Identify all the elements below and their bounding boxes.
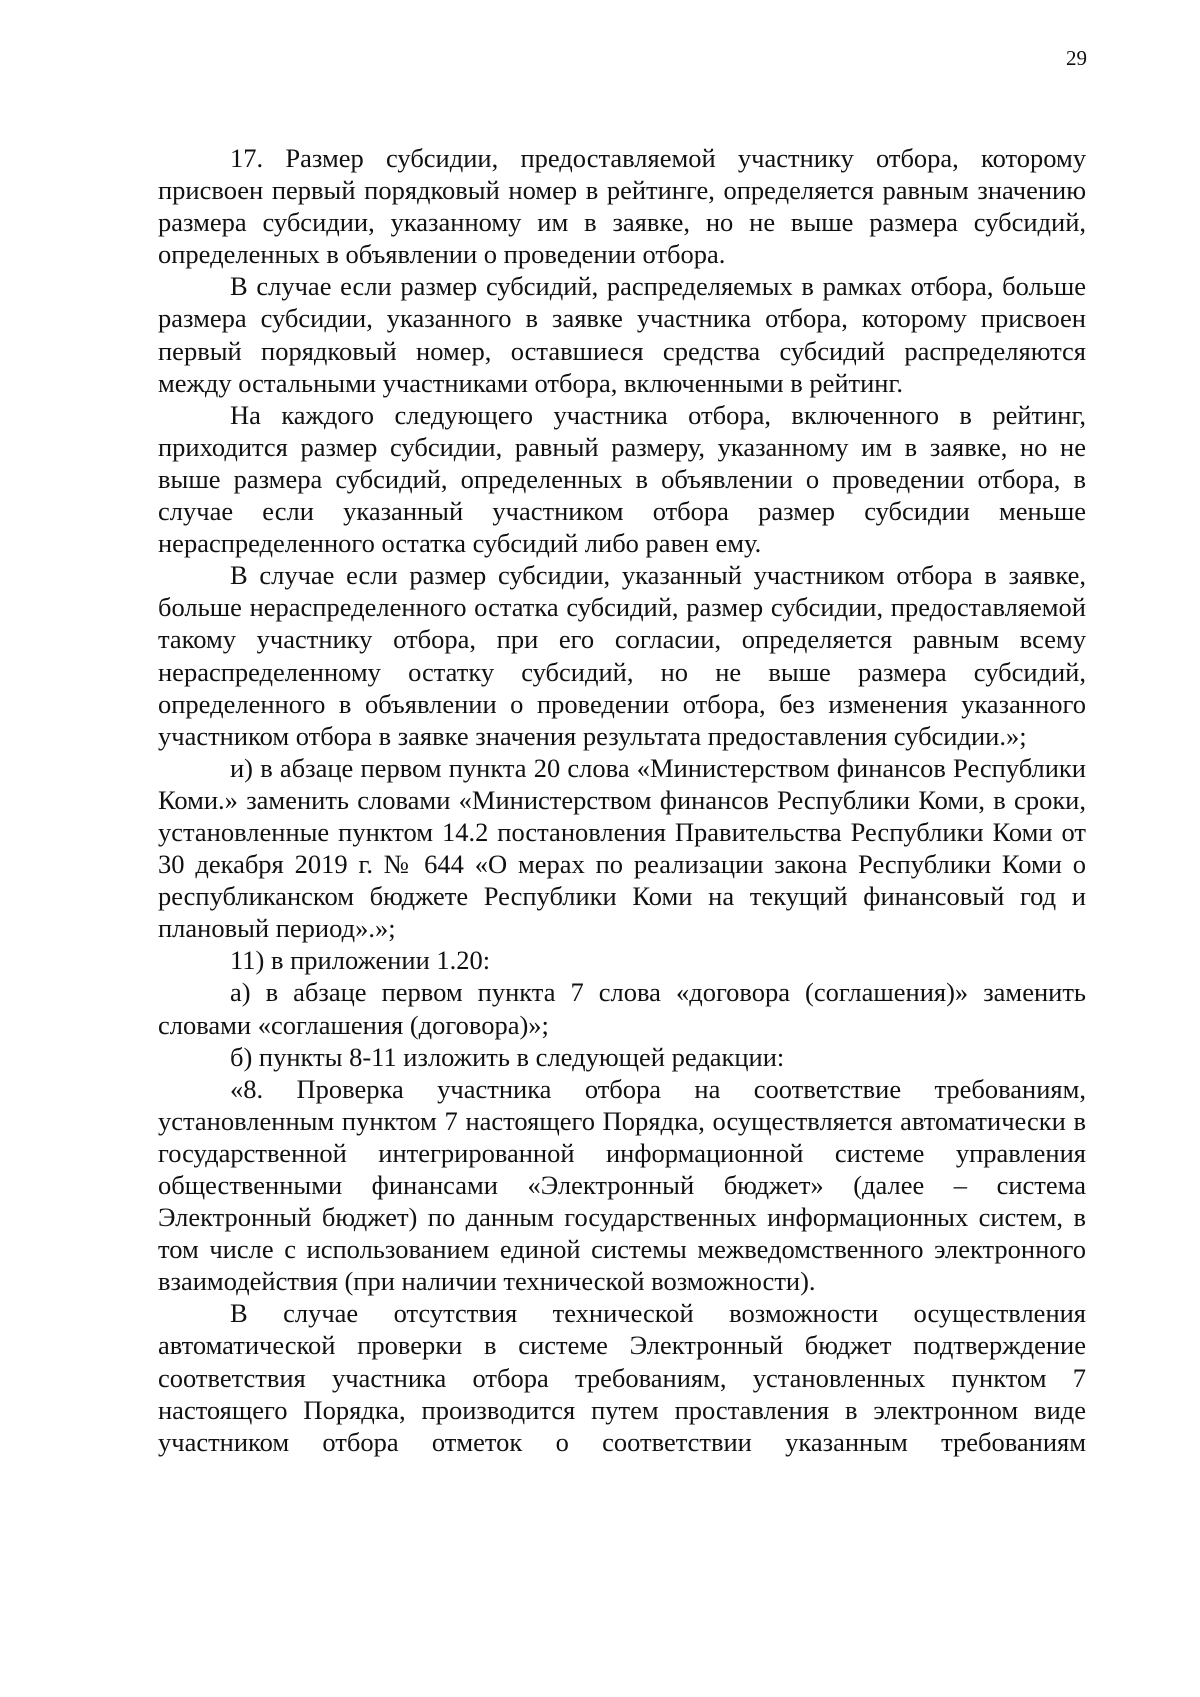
paragraph-item-b: б) пункты 8-11 изложить в следующей редакции: xyxy=(230,1041,785,1072)
paragraph-8-verification: «8. Проверка участника отбора на соответствие требованиям, установленным пунктом 7 настоящего Порядка, осуществляется автоматически в государственной интегрированной информационной системе управления общественными финансами «Электронный бюджет» (далее – система Электронный бюджет) по данным государственных информационных систем, в том числе с использованием единой системы межведомственного электронного взаимодействия (при наличии технической возможности). xyxy=(158,1073,1086,1297)
paragraph-remaining-funds: В случае если размер субсидий, распределяемых в рамках отбора, больше размера субсидии, указанного в заявке участника отбора, которому присвоен первый порядковый номер, оставшиеся средства субсидий распределяются между остальными участниками отбора, включенными в рейтинг. xyxy=(158,271,1086,398)
paragraph-item-i: и) в абзаце первом пункта 20 слова «Министерством финансов Республики Коми.» заменить словами «Министерством финансов Республики Коми, в сроки, установленные пунктом 14.2 постановления Правительства Республики Коми от 30 декабря 2019 г. № 644 «О мерах по реализации закона Республики Коми о республиканском бюджете Республики Коми на текущий финансовый год и плановый период».»; xyxy=(158,752,1086,944)
paragraph-consent-case: В случае если размер субсидии, указанный участником отбора в заявке, больше нераспределенного остатка субсидий, размер субсидии, предоставляемой такому участнику отбора, при его согласии, определяется равным всему нераспределенному остатку субсидий, но не выше размера субсидий, определенного в объявлении о проведении отбора, без изменения указанного участником отбора в заявке значения результата предоставления субсидии.»; xyxy=(158,560,1086,751)
paragraph-17-subsidy-size: 17. Размер субсидии, предоставляемой участнику отбора, которому присвоен первый порядковый номер в рейтинге, определяется равным значению размера субсидии, указанному им в заявке, но не выше размера субсидий, определенных в объявлении о проведении отбора. xyxy=(158,143,1086,270)
paragraph-next-participant: На каждого следующего участника отбора, включенного в рейтинг, приходится размер субсидии, равный размеру, указанному им в заявке, но не выше размера субсидий, определенных в объявлении о проведении отбора, в случае если указанный участником отбора размер субсидии меньше нераспределенного остатка субсидий либо равен ему. xyxy=(158,399,1086,559)
paragraph-item-11: 11) в приложении 1.20: xyxy=(230,945,491,976)
page-number: 29 xyxy=(1066,46,1087,70)
document-body xyxy=(158,142,1086,1458)
paragraph-no-technical-possibility: В случае отсутствия технической возможности осуществления автоматической проверки в системе Электронный бюджет подтверждение соответствия участника отбора требованиям, установленных пунктом 7 настоящего Порядка, производится путем проставления в электронном виде участником отбора отметок о соответствии указанным требованиям xyxy=(158,1298,1086,1457)
paragraph-item-a: а) в абзаце первом пункта 7 слова «договора (соглашения)» заменить словами «соглашения (договора)»; xyxy=(158,977,1086,1040)
